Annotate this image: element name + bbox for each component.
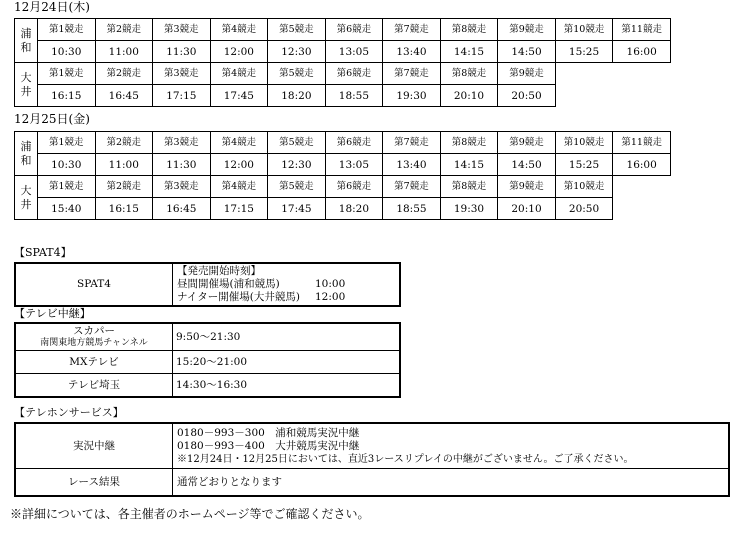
- race-number: 第1競走: [38, 63, 96, 85]
- race-number: 第3競走: [153, 63, 211, 85]
- race-time: 20:50: [555, 198, 613, 220]
- race-number: 第11競走: [613, 132, 671, 154]
- telephone-line: 0180－993－400 大井競馬実況中継: [177, 439, 360, 452]
- venue-label-oi: 大 井: [15, 63, 38, 107]
- race-time: 12:30: [268, 154, 326, 176]
- telephone-result-name: レース結果: [15, 469, 173, 497]
- race-number: 第7競走: [383, 19, 441, 41]
- spat4-name: SPAT4: [15, 263, 173, 306]
- race-time: 17:45: [210, 85, 268, 107]
- venue-header-row: [15, 63, 671, 85]
- tv-table: [14, 322, 401, 398]
- race-number: 第3競走: [153, 19, 211, 41]
- tv-row: [15, 351, 400, 374]
- venue-label-oi: 大 井: [15, 176, 38, 220]
- race-time: 18:55: [325, 85, 383, 107]
- race-number: 第11競走: [613, 19, 671, 41]
- race-time: 20:10: [440, 85, 498, 107]
- race-number: 第2競走: [95, 132, 153, 154]
- race-time: 13:05: [325, 154, 383, 176]
- race-time: 11:30: [153, 41, 211, 63]
- spat4-table: [14, 262, 401, 307]
- telephone-live-name: 実況中継: [15, 423, 173, 469]
- race-number: 第9競走: [498, 176, 556, 198]
- date-day1: 12月24日(木): [14, 0, 90, 14]
- spat4-line: 昼間開催場(浦和競馬) 10:00: [177, 278, 346, 290]
- race-time: 11:00: [95, 154, 153, 176]
- race-time: 18:20: [268, 85, 326, 107]
- race-number: 第8競走: [440, 19, 498, 41]
- tv-row: [15, 374, 400, 398]
- telephone-row: [15, 423, 729, 469]
- race-time: 11:00: [95, 41, 153, 63]
- telephone-note: ※12月24日・12月25日においては、直近3レースリプレイの中継がございません。ご了承ください。: [177, 453, 634, 465]
- venue-label-urawa: 浦 和: [15, 132, 38, 176]
- venue-time-row: [15, 41, 671, 63]
- race-number: 第3競走: [153, 132, 211, 154]
- venue-time-row: [15, 198, 671, 220]
- race-number: 第5競走: [268, 176, 326, 198]
- race-number: 第8競走: [440, 176, 498, 198]
- tv-heading: 【テレビ中継】: [14, 307, 91, 320]
- race-number: 第9競走: [498, 63, 556, 85]
- race-time: 14:15: [440, 154, 498, 176]
- race-time: 16:45: [153, 198, 211, 220]
- venue-time-row: [15, 154, 671, 176]
- race-time: 15:40: [38, 198, 96, 220]
- venue-header-row: [15, 19, 671, 41]
- tv-row: [15, 323, 400, 351]
- empty-cell: [613, 176, 671, 220]
- race-time: 20:50: [498, 85, 556, 107]
- race-time: 14:15: [440, 41, 498, 63]
- empty-cell: [555, 63, 670, 107]
- venue-header-row: [15, 132, 671, 154]
- race-number: 第5競走: [268, 63, 326, 85]
- spat4-line: ナイター開催場(大井競馬) 12:00: [177, 291, 346, 303]
- race-schedule-day2: [14, 131, 671, 220]
- race-number: 第1競走: [38, 176, 96, 198]
- race-time: 16:15: [38, 85, 96, 107]
- tv-channel: テレビ埼玉: [15, 374, 173, 398]
- race-number: 第2競走: [95, 63, 153, 85]
- race-time: 20:10: [498, 198, 556, 220]
- race-number: 第6競走: [325, 19, 383, 41]
- race-time: 16:15: [95, 198, 153, 220]
- race-time: 13:05: [325, 41, 383, 63]
- race-time: 12:00: [210, 154, 268, 176]
- race-time: 19:30: [383, 85, 441, 107]
- race-number: 第1競走: [38, 19, 96, 41]
- race-number: 第10競走: [555, 132, 613, 154]
- race-number: 第8競走: [440, 63, 498, 85]
- tv-channel: スカパー 南関東地方競馬チャンネル: [15, 323, 173, 351]
- telephone-live-details: [173, 423, 730, 469]
- race-time: 16:45: [95, 85, 153, 107]
- tv-time: 14:30～16:30: [173, 374, 401, 398]
- spat4-details: [173, 263, 401, 306]
- footer-note: ※詳細については、各主催者のホームページ等でご確認ください。: [10, 507, 370, 521]
- race-time: 19:30: [440, 198, 498, 220]
- date-day2: 12月25日(金): [14, 112, 90, 126]
- telephone-result-text: 通常どおりとなります: [173, 469, 730, 497]
- race-time: 12:30: [268, 41, 326, 63]
- race-time: 10:30: [38, 154, 96, 176]
- race-number: 第6競走: [325, 176, 383, 198]
- race-time: 16:00: [613, 154, 671, 176]
- race-number: 第2競走: [95, 19, 153, 41]
- tv-time: 15:20～21:00: [173, 351, 401, 374]
- race-time: 16:00: [613, 41, 671, 63]
- race-time: 13:40: [383, 154, 441, 176]
- race-number: 第8競走: [440, 132, 498, 154]
- race-number: 第9競走: [498, 19, 556, 41]
- race-number: 第6競走: [325, 132, 383, 154]
- race-number: 第4競走: [210, 63, 268, 85]
- race-number: 第5競走: [268, 132, 326, 154]
- venue-label-urawa: 浦 和: [15, 19, 38, 63]
- race-number: 第9競走: [498, 132, 556, 154]
- race-number: 第6競走: [325, 63, 383, 85]
- race-time: 17:15: [153, 85, 211, 107]
- race-number: 第5競走: [268, 19, 326, 41]
- telephone-table: [14, 422, 730, 497]
- race-time: 13:40: [383, 41, 441, 63]
- race-time: 12:00: [210, 41, 268, 63]
- race-time: 17:45: [268, 198, 326, 220]
- race-time: 18:55: [383, 198, 441, 220]
- race-time: 18:20: [325, 198, 383, 220]
- telephone-heading: 【テレホンサービス】: [14, 406, 124, 419]
- race-number: 第2競走: [95, 176, 153, 198]
- race-number: 第7競走: [383, 132, 441, 154]
- race-time: 11:30: [153, 154, 211, 176]
- race-number: 第4競走: [210, 176, 268, 198]
- race-time: 14:50: [498, 154, 556, 176]
- tv-channel: MXテレビ: [15, 351, 173, 374]
- race-number: 第10競走: [555, 19, 613, 41]
- race-number: 第4競走: [210, 19, 268, 41]
- race-number: 第7競走: [383, 63, 441, 85]
- race-number: 第3競走: [153, 176, 211, 198]
- race-time: 15:25: [555, 154, 613, 176]
- race-time: 15:25: [555, 41, 613, 63]
- race-schedule-day1: [14, 18, 671, 107]
- race-number: 第7競走: [383, 176, 441, 198]
- tv-time: 9:50～21:30: [173, 323, 401, 351]
- telephone-row: [15, 469, 729, 497]
- race-time: 10:30: [38, 41, 96, 63]
- race-number: 第10競走: [555, 176, 613, 198]
- race-time: 17:15: [210, 198, 268, 220]
- race-number: 第4競走: [210, 132, 268, 154]
- spat4-heading: 【SPAT4】: [14, 246, 72, 259]
- venue-header-row: [15, 176, 671, 198]
- spat4-line: 【発売開始時刻】: [177, 265, 261, 277]
- telephone-line: 0180－993－300 浦和競馬実況中継: [177, 426, 360, 439]
- race-number: 第1競走: [38, 132, 96, 154]
- race-time: 14:50: [498, 41, 556, 63]
